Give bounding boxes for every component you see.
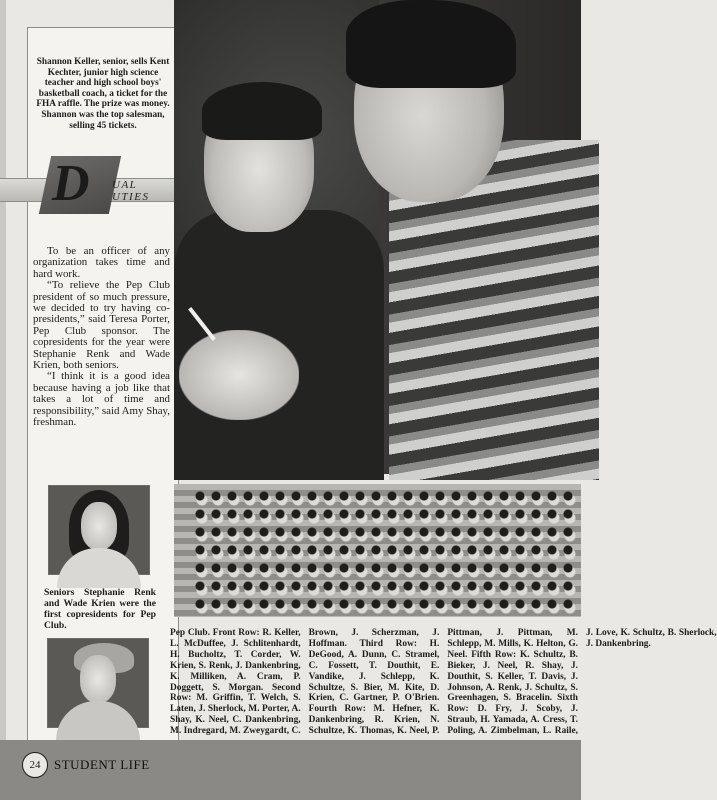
portrait-stephanie-renk [48,485,150,575]
story-paragraph: “I think it is a good idea because having a job like that takes a lot of time and responsibility,” said Amy Shay, freshman. [33,370,170,429]
hands-with-ticket [179,330,299,420]
group-photo-roster: Pep Club. Front Row: R. Keller, L. McDuffee, J. Schlitenhardt, H. Bucholtz, T. Corder, W. Krien, S. Renk, J. Dankenbring, K. Milliken, A. Cram, P. Doggett, S. Morgan. Second Row: M. Griffin, T. Welch, S. Laten, J. Sherlock, M. Porter, A. Shay, K. Neel, C. Dankenbring, M. Indregard, M. Zweygardt, C. Brown, J. Scherzman, J. Hoffman. Third Row: H. DeGood, A. Dunn, C. Stramel, C. Fossett, T. Douthit, E. Vandike, J. Schlepp, K. Schultze, S. Bier, M. Kite, D. Krien, C. Gartner, P. O'Brien. Fourth Row: M. Hefner, K. Dankenbring, R. Krien, N. Schultze, K. Thomas, K. Neel, P. Pittman, J. Pittman, M. Schlepp, M. Mills, K. Helton, G. Neel. Fifth Row: K. Schultz, B. Bieker, J. Neel, R. Shay, J. Douthit, S. Keller, T. Davis, J. Johnson, A. Renk, J. Schultz, S. Greenhagen, S. Bracelin. Sixth Row: D. Fry, J. Scoby, J. Straub, H. Yamada, A. Cress, T. Poling, A. Zimbelman, L. Raile, J. Love, K. Schultz, B. Sherlock, J. Dankenbring. [170,628,717,737]
page-number: 24 [22,752,48,778]
pep-club-group-photo [174,484,581,617]
portrait-shoulders [56,701,140,741]
story-paragraph: To be an officer of any organization takes time and hard work. [33,245,170,280]
main-photo [174,0,581,474]
student-hair [202,82,322,140]
group-members [194,490,579,617]
story-paragraph: “To relieve the Pep Club president of so much pressure, we decided to try having co-presidents,” said Teresa Porter, Pep Club sponsor. The copresidents for the year were Stephanie Renk and Wade Krien, both seniors. [33,279,170,372]
headline-line-1: UAL [112,179,138,191]
portrait-shoulders [57,548,141,588]
portrait-face [81,502,117,550]
headline-initial: D [52,155,90,212]
teacher-hair [346,0,516,88]
headline-line-2: UTIES [112,191,150,203]
story-text [33,246,170,429]
photo-caption-top: Shannon Keller, senior, sells Kent Kechter, junior high science teacher and high school boys' basketball coach, a ticket for the FHA raffle. The prize was money. Shannon was the top salesman, selling 45 tickets. [36,57,170,131]
portrait-face [80,655,116,703]
section-label: STUDENT LIFE [54,757,150,772]
portrait-wade-krien [47,638,149,728]
photo-caption-seniors: Seniors Stephanie Renk and Wade Krien were the first copresidents for Pep Club. [44,587,156,631]
